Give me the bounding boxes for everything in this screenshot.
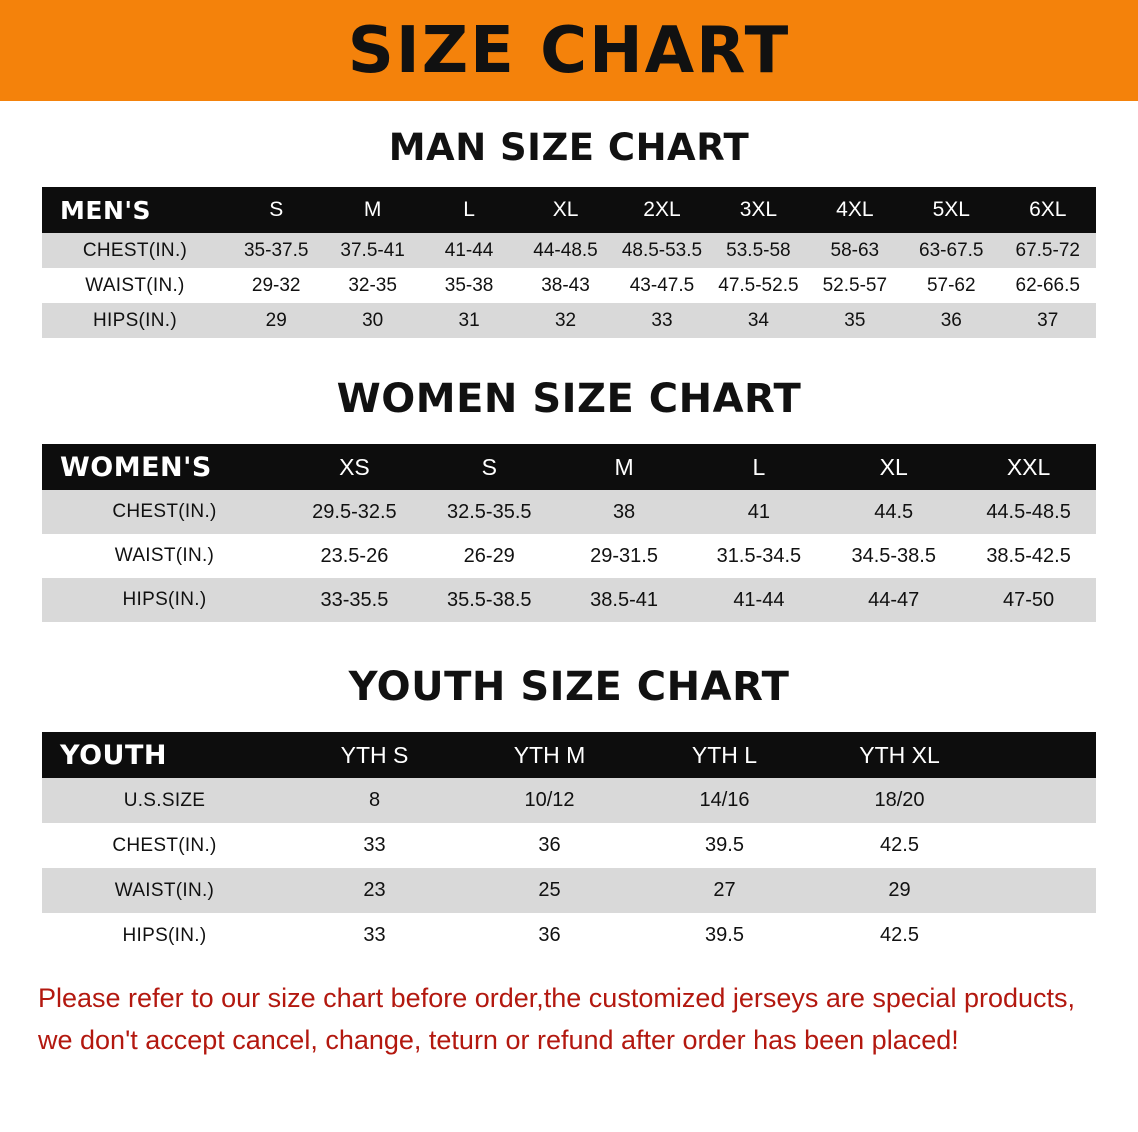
man-col-2: L	[463, 198, 475, 221]
women-cell-0-0: 29.5-32.5	[287, 490, 422, 534]
disclaimer-note: Please refer to our size chart before order,the customized jerseys are special products, we don't accept cancel, change, teturn or refund after order has been placed!	[38, 983, 1076, 1055]
women-cell-1-5: 38.5-42.5	[961, 534, 1096, 578]
man-cell-1-5: 47.5-52.5	[710, 268, 806, 303]
youth-cell-3-2: 39.5	[637, 913, 812, 958]
youth-table-wrap	[42, 732, 1096, 958]
women-cell-0-1: 32.5-35.5	[422, 490, 557, 534]
youth-cell-3-spacer	[987, 913, 1096, 958]
table-row	[42, 534, 1096, 578]
youth-cell-2-2: 27	[637, 868, 812, 913]
man-cell-0-7: 63-67.5	[903, 233, 999, 268]
man-cell-2-1: 30	[324, 303, 420, 338]
man-cell-1-7: 57-62	[903, 268, 999, 303]
man-col-0: S	[269, 198, 284, 221]
man-table-body	[42, 233, 1096, 338]
women-cell-1-1: 26-29	[422, 534, 557, 578]
youth-cell-0-0: 8	[287, 778, 462, 823]
youth-row-1-label: CHEST(IN.)	[42, 823, 287, 868]
youth-table-header	[42, 732, 1096, 778]
table-header-row	[42, 444, 1096, 490]
man-corner-label: MEN'S	[60, 195, 152, 225]
women-corner-label: WOMEN'S	[60, 451, 212, 483]
youth-cell-3-3: 42.5	[812, 913, 987, 958]
man-cell-1-3: 38-43	[517, 268, 613, 303]
man-size-table	[42, 187, 1096, 338]
women-cell-1-2: 29-31.5	[557, 534, 692, 578]
women-cell-1-4: 34.5-38.5	[826, 534, 961, 578]
women-col-0: XS	[339, 453, 370, 480]
man-cell-0-8: 67.5-72	[1000, 233, 1097, 268]
table-row	[42, 303, 1096, 338]
man-cell-1-1: 32-35	[324, 268, 420, 303]
table-row	[42, 490, 1096, 534]
man-table-header	[42, 187, 1096, 233]
women-cell-2-1: 35.5-38.5	[422, 578, 557, 622]
man-col-7: 5XL	[932, 198, 970, 221]
man-cell-0-2: 41-44	[421, 233, 517, 268]
youth-cell-0-2: 14/16	[637, 778, 812, 823]
man-row-1-label: WAIST(IN.)	[42, 268, 228, 303]
man-table-wrap	[42, 187, 1096, 338]
youth-col-2: YTH L	[691, 741, 758, 768]
women-cell-2-0: 33-35.5	[287, 578, 422, 622]
women-col-1: S	[481, 453, 497, 480]
man-cell-2-7: 36	[903, 303, 999, 338]
table-row	[42, 778, 1096, 823]
man-cell-0-6: 58-63	[807, 233, 903, 268]
youth-section-heading: YOUTH SIZE CHART	[348, 664, 790, 710]
header-banner	[0, 0, 1138, 101]
youth-cell-0-3: 18/20	[812, 778, 987, 823]
man-cell-1-6: 52.5-57	[807, 268, 903, 303]
women-section-heading: WOMEN SIZE CHART	[336, 376, 802, 422]
youth-row-0-label: U.S.SIZE	[42, 778, 287, 823]
women-table-wrap	[42, 444, 1096, 622]
youth-cell-0-1: 10/12	[462, 778, 637, 823]
man-col-1: M	[363, 198, 382, 221]
man-col-5: 3XL	[739, 198, 778, 221]
women-cell-0-3: 41	[691, 490, 826, 534]
women-cell-1-3: 31.5-34.5	[691, 534, 826, 578]
women-row-1-label: WAIST(IN.)	[42, 534, 287, 578]
women-col-5: XXL	[1006, 453, 1051, 480]
women-cell-2-2: 38.5-41	[557, 578, 692, 622]
women-size-table	[42, 444, 1096, 622]
man-cell-0-1: 37.5-41	[324, 233, 420, 268]
man-cell-1-0: 29-32	[228, 268, 324, 303]
youth-cell-3-0: 33	[287, 913, 462, 958]
man-row-2-label: HIPS(IN.)	[42, 303, 228, 338]
women-cell-0-5: 44.5-48.5	[961, 490, 1096, 534]
man-cell-1-8: 62-66.5	[1000, 268, 1097, 303]
man-col-3: XL	[552, 198, 579, 221]
table-row	[42, 233, 1096, 268]
youth-cell-2-spacer	[987, 868, 1096, 913]
man-col-8: 6XL	[1029, 198, 1067, 221]
table-header-row	[42, 732, 1096, 778]
man-cell-0-5: 53.5-58	[710, 233, 806, 268]
youth-table-body	[42, 778, 1096, 958]
man-col-6: 4XL	[836, 198, 874, 221]
women-row-2-label: HIPS(IN.)	[42, 578, 287, 622]
youth-col-0: YTH S	[340, 741, 409, 768]
youth-cell-1-0: 33	[287, 823, 462, 868]
table-row	[42, 268, 1096, 303]
women-row-0-label: CHEST(IN.)	[42, 490, 287, 534]
women-table-body	[42, 490, 1096, 622]
women-cell-2-4: 44-47	[826, 578, 961, 622]
man-section-heading: MAN SIZE CHART	[388, 126, 750, 169]
women-cell-0-2: 38	[557, 490, 692, 534]
table-row	[42, 868, 1096, 913]
man-cell-2-0: 29	[228, 303, 324, 338]
man-col-4: 2XL	[643, 198, 681, 221]
women-cell-0-4: 44.5	[826, 490, 961, 534]
women-table-header	[42, 444, 1096, 490]
women-col-3: L	[752, 453, 766, 480]
women-col-4: XL	[879, 453, 908, 480]
youth-col-3: YTH XL	[859, 741, 940, 768]
youth-row-2-label: WAIST(IN.)	[42, 868, 287, 913]
man-cell-2-3: 32	[517, 303, 613, 338]
man-row-0-label: CHEST(IN.)	[42, 233, 228, 268]
women-cell-1-0: 23.5-26	[287, 534, 422, 578]
women-col-2: M	[614, 453, 634, 480]
women-cell-2-3: 41-44	[691, 578, 826, 622]
youth-cell-3-1: 36	[462, 913, 637, 958]
table-header-row	[42, 187, 1096, 233]
man-cell-0-3: 44-48.5	[517, 233, 613, 268]
man-cell-2-6: 35	[807, 303, 903, 338]
women-cell-2-5: 47-50	[961, 578, 1096, 622]
man-cell-0-4: 48.5-53.5	[614, 233, 710, 268]
youth-cell-1-2: 39.5	[637, 823, 812, 868]
youth-cell-2-3: 29	[812, 868, 987, 913]
table-row	[42, 913, 1096, 958]
youth-cell-2-1: 25	[462, 868, 637, 913]
youth-cell-2-0: 23	[287, 868, 462, 913]
youth-col-1: YTH M	[513, 741, 586, 768]
man-cell-2-8: 37	[1000, 303, 1097, 338]
table-row	[42, 578, 1096, 622]
man-cell-2-2: 31	[421, 303, 517, 338]
table-row	[42, 823, 1096, 868]
youth-cell-1-spacer	[987, 823, 1096, 868]
youth-row-3-label: HIPS(IN.)	[42, 913, 287, 958]
man-cell-0-0: 35-37.5	[228, 233, 324, 268]
youth-cell-1-1: 36	[462, 823, 637, 868]
youth-corner-label: YOUTH	[60, 739, 167, 771]
youth-col-spacer	[987, 732, 1096, 778]
youth-cell-1-3: 42.5	[812, 823, 987, 868]
youth-cell-0-spacer	[987, 778, 1096, 823]
page-title: SIZE CHART	[347, 13, 791, 88]
youth-size-table	[42, 732, 1096, 958]
man-cell-2-4: 33	[614, 303, 710, 338]
man-cell-1-4: 43-47.5	[614, 268, 710, 303]
man-cell-1-2: 35-38	[421, 268, 517, 303]
man-cell-2-5: 34	[710, 303, 806, 338]
